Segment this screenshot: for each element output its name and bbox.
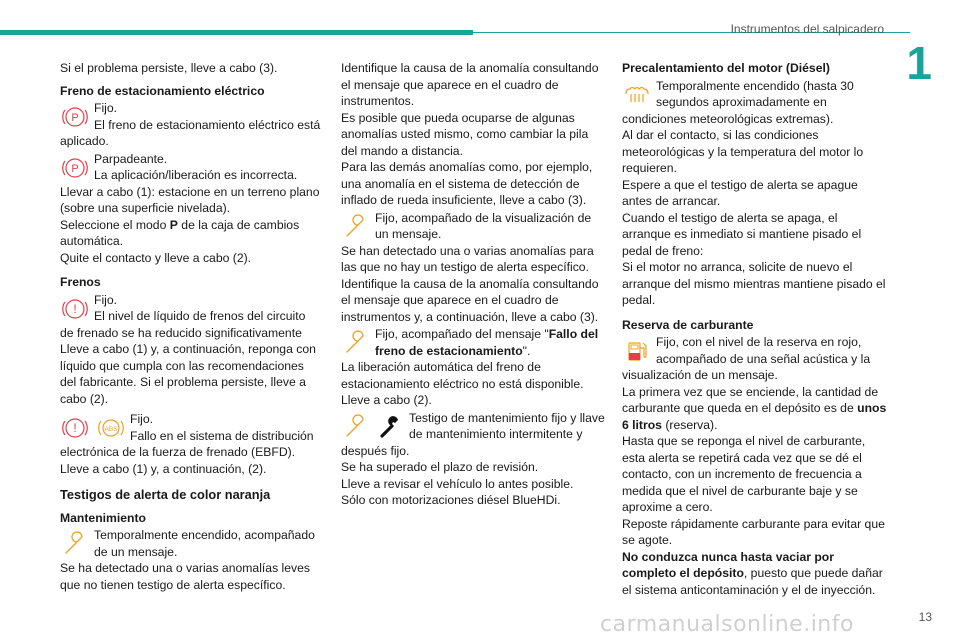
action2-post: de la caja de cambios automática.: [60, 217, 300, 248]
chapter-number: 1: [906, 37, 932, 89]
brakes-ebfd: [60, 411, 322, 461]
c2-w2-text: [341, 326, 605, 359]
c2-warning-3: [341, 410, 605, 460]
c2-p2: Es posible que pueda ocuparse de algunas anomalías usted mismo, como cambiar la pila del mando a distancia.: [341, 110, 589, 158]
fuel-p4: [622, 549, 888, 599]
maintenance-text: Temporalmente encendido, acompañado de un mensaje.: [94, 528, 315, 559]
fuel-p1-pre: La primera vez que se enciende, la cantidad de carburante que queda en el depósito es de: [622, 384, 879, 415]
c2-w2-p2: Lleve a cabo (2).: [341, 393, 432, 407]
brakes-fixed: [60, 292, 322, 342]
brakes-action-2: Lleve a cabo (1) y, a continuación, (2).: [60, 461, 267, 476]
c2-w3-p3: Sólo con motorizaciones diésel BlueHDi.: [341, 493, 561, 507]
parking-fixed-text: El freno de estacionamiento eléctrico está aplicado.: [60, 117, 321, 148]
svg-text:!: !: [73, 301, 77, 316]
section-title: Instrumentos del salpicadero: [730, 22, 884, 36]
brakes-ebfd-label: Fijo.: [130, 412, 154, 426]
parking-brake-red-icon: [60, 153, 90, 183]
brake-warning-icon: [60, 413, 90, 443]
intro-text: Si el problema persiste, lleve a cabo (3).: [60, 61, 278, 75]
c2-w2-p1: La liberación automática del freno de estacionamiento eléctrico no está disponible.: [341, 360, 584, 391]
preheat-p4: Si el motor no arranca, solicite de nuevo el arranque del mismo mientras mantiene pisado el pedal.: [622, 260, 886, 307]
c2-w3-p2: Lleve a revisar el vehículo lo antes posible.: [341, 476, 574, 491]
parking-brake-flashing: [60, 151, 322, 184]
w2-bold: Fallo del freno de estacionamiento: [375, 327, 599, 358]
fuel-pump-icon: [622, 336, 652, 366]
abs-icon: [96, 413, 126, 443]
brake-warning-icon: [60, 294, 90, 324]
fuel-p4-bold: No conduzca nunca hasta vaciar por completo el depósito: [622, 549, 834, 580]
w2-post: ".: [522, 343, 531, 358]
brakes-fixed-text: El nivel de líquido de frenos del circuito de frenado se ha reducido significativamente: [60, 309, 306, 340]
preheat-row: [622, 78, 888, 128]
c2-p3: Para las demás anomalías como, por ejemplo, una anomalía en el sistema de detección de inflado de rueda insuficiente, lleve a cabo (3).: [341, 160, 593, 207]
c2-w3-p1: Se ha superado el plazo de revisión.: [341, 460, 539, 474]
parking-flashing-text: La aplicación/liberación es incorrecta.: [94, 168, 298, 182]
c2-warning-2: [341, 326, 605, 359]
fuel-p3: Reposte rápidamente carburante para evitar que se agote.: [622, 516, 885, 547]
parking-brake-heading: Freno de estacionamiento eléctrico: [60, 83, 265, 98]
parking-flashing-label: Parpadeante.: [94, 151, 168, 166]
svg-text:P: P: [71, 162, 79, 175]
preheat-p2: Espere a que el testigo de alerta se apague antes de arrancar.: [622, 177, 858, 208]
brakes-ebfd-text: Fallo en el sistema de distribución electrónica de la fuerza de frenado (EBFD).: [60, 428, 314, 459]
header-accent-bar: [0, 30, 473, 35]
fuel-p2: Hasta que se reponga el nivel de carburante, esta alerta se repetirá cada vez que se dé el contacto, con un incremento de frecuencia a medida que el nivel de carburante baje y se aproxime a cero.: [622, 434, 866, 514]
parking-brake-fixed: [60, 100, 322, 150]
fuel-p4-post: , puesto que puede dañar el sistema anticontaminación y el de inyección.: [622, 566, 883, 597]
wrench-icon: [341, 212, 371, 242]
column-3: [622, 60, 888, 598]
fuel-heading: Reserva de carburante: [622, 317, 754, 332]
parking-action-2: [60, 217, 322, 250]
svg-text:ABS: ABS: [104, 426, 118, 433]
c2-w1-p2: Identifique la causa de la anomalía consultando el mensaje que aparece en el cuadro de instrumentos y, a continuación, lleve a cabo (3).: [341, 276, 599, 324]
fuel-p1: [622, 384, 888, 434]
c2-warning-1: [341, 210, 605, 243]
column-2: [341, 60, 605, 509]
brakes-fixed-label: Fijo.: [94, 292, 118, 307]
maintenance-heading: Mantenimiento: [60, 510, 146, 525]
parking-action-1: Llevar a cabo (1): estacione en un terreno plano (sobre una superficie nivelada).: [60, 184, 320, 215]
wrench-icon: [341, 412, 371, 442]
c2-w3-text: Testigo de mantenimiento fijo y llave de mantenimiento intermitente y después fijo.: [341, 410, 605, 458]
w2-pre: Fijo, acompañado del mensaje ": [375, 327, 549, 341]
c2-p1: Identifique la causa de la anomalía consultando el mensaje que aparece en el cuadro de instrumentos.: [341, 61, 599, 108]
preheat-heading: Precalentamiento del motor (Diésel): [622, 61, 830, 75]
maintenance-detail: Se ha detectado una o varias anomalías leves que no tienen testigo de alerta específico.: [60, 561, 311, 592]
fuel-text: Fijo, con el nivel de la reserva en rojo, acompañado de una señal acústica y la visualización de un mensaje.: [622, 335, 871, 382]
wrench-icon: [341, 328, 371, 358]
column-1: [60, 60, 322, 593]
parking-fixed-label: Fijo.: [94, 101, 118, 115]
action2-bold: P: [169, 217, 178, 232]
watermark: carmanualsonline.info: [600, 612, 854, 637]
fuel-row: [622, 334, 888, 384]
parking-action-3: Quite el contacto y lleve a cabo (2).: [60, 250, 252, 265]
solid-wrench-icon: [375, 412, 405, 442]
glow-plug-icon: [622, 80, 652, 110]
action2-pre: Seleccione el modo: [60, 217, 170, 232]
fuel-p1-bold: unos 6 litros: [622, 401, 887, 432]
brakes-heading: Frenos: [60, 275, 101, 289]
svg-text:P: P: [71, 112, 79, 124]
preheat-p1: Al dar el contacto, si las condiciones meteorológicas y la temperatura del motor lo requieren.: [622, 128, 864, 175]
orange-warnings-heading: Testigos de alerta de color naranja: [60, 487, 271, 502]
maintenance-row: [60, 527, 322, 560]
c2-w1-p1: Se han detectado una o varias anomalías para las que no hay un testigo de alerta específico.: [341, 243, 594, 274]
svg-text:!: !: [73, 421, 77, 435]
wrench-icon: [60, 529, 90, 559]
brakes-action-1: Lleve a cabo (1) y, a continuación, reponga con líquido que cumpla con las recomendaciones del fabricante. Si el problema persiste, lleve a cabo (2).: [60, 342, 316, 406]
preheat-p3: Cuando el testigo de alerta se apaga, el arranque es inmediato si mantiene pisado el pedal de freno:: [622, 210, 862, 258]
fuel-p1-post: (reserva).: [661, 417, 718, 432]
preheat-text: Temporalmente encendido (hasta 30 segundos aproximadamente en condiciones meteorológicas extremas).: [622, 78, 854, 126]
parking-brake-red-icon: [60, 102, 90, 132]
c2-w1-text: Fijo, acompañado de la visualización de un mensaje.: [375, 210, 592, 241]
page-number: 13: [918, 610, 932, 624]
